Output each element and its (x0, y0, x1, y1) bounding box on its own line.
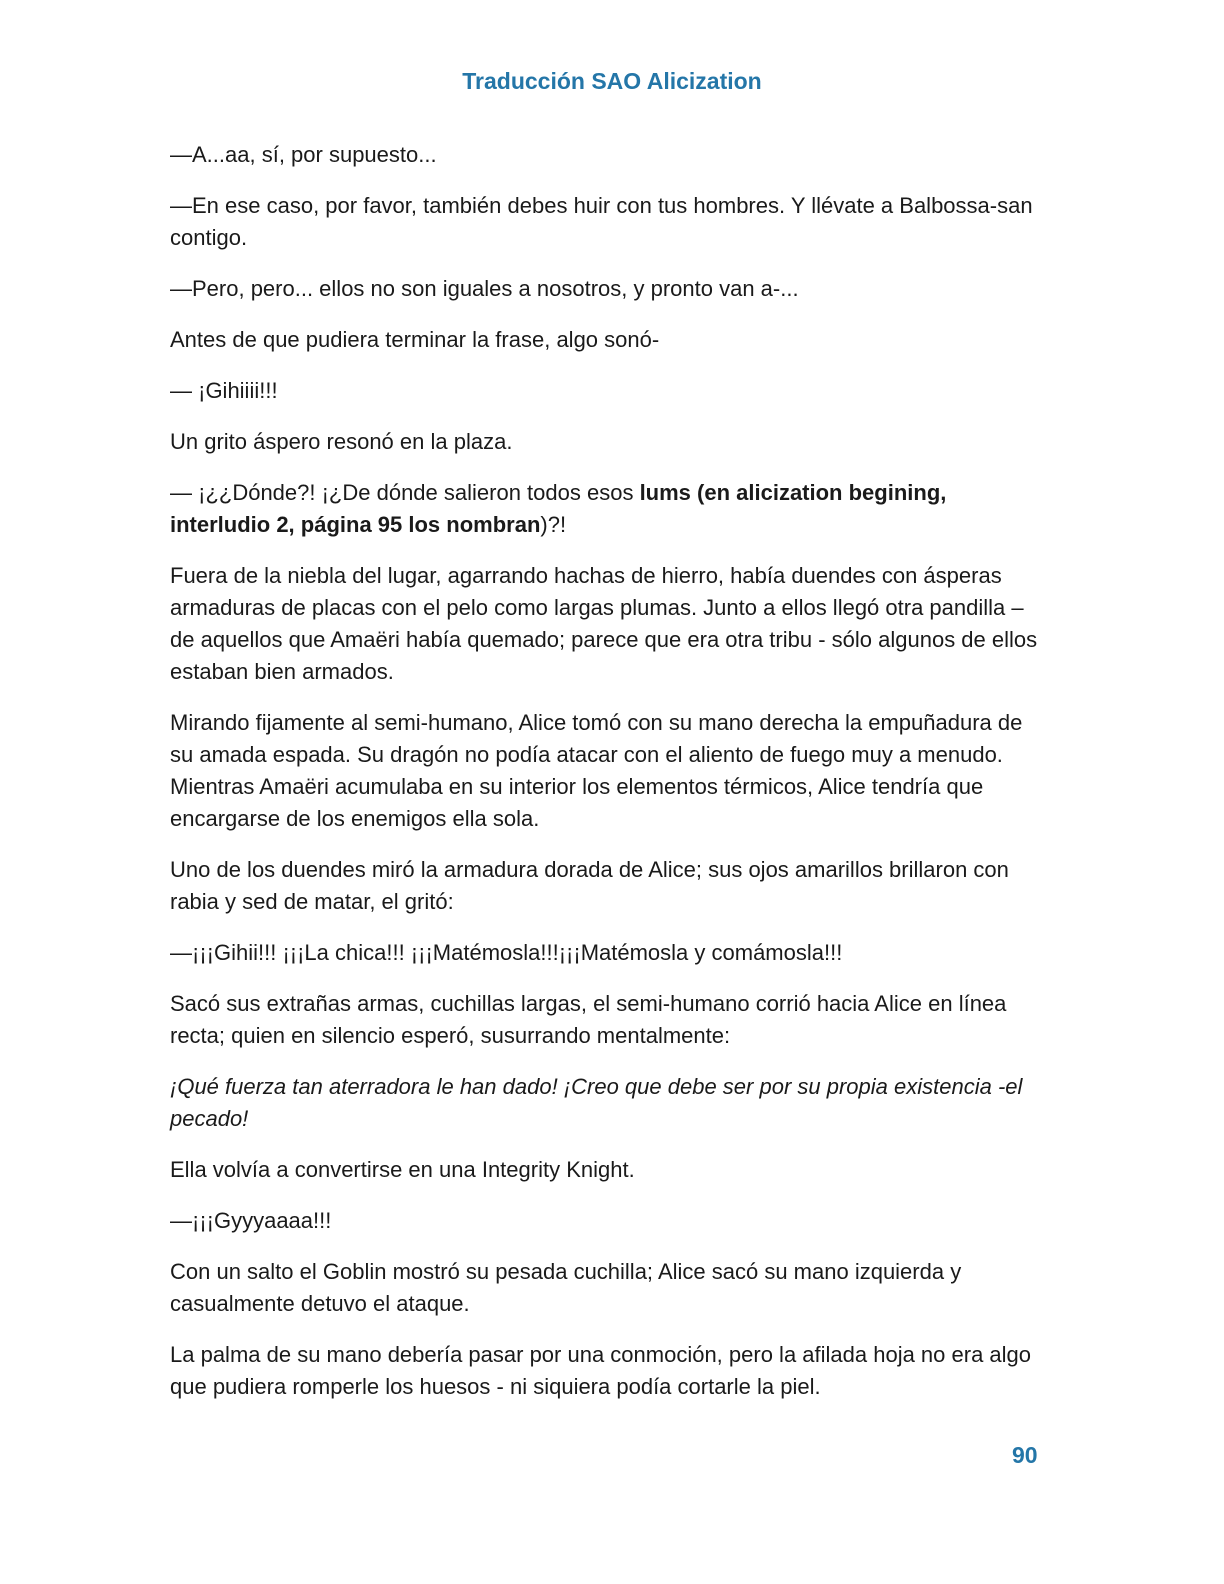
paragraph: Un grito áspero resonó en la plaza. (170, 429, 513, 454)
paragraph: —¡¡¡Gihii!!! ¡¡¡La chica!!! ¡¡¡Matémosla!!!¡¡¡Matémosla y comámosla!!! (170, 940, 843, 965)
paragraph: —Pero, pero... ellos no son iguales a nosotros, y pronto van a-... (170, 276, 799, 301)
paragraph: La palma de su mano debería pasar por una conmoción, pero la afilada hoja no era algo que pudiera romperle los huesos - ni siquiera podía cortarle la piel. (170, 1342, 1032, 1399)
paragraph-text: )?! (540, 512, 567, 537)
body-text (170, 139, 1050, 1422)
paragraph: Con un salto el Goblin mostró su pesada cuchilla; Alice sacó su mano izquierda y casualmente detuvo el ataque. (170, 1259, 962, 1316)
paragraph: —A...aa, sí, por supuesto... (170, 142, 437, 167)
paragraph-text: — ¡¿¿Dónde?! ¡¿De dónde salieron todos esos (170, 480, 640, 505)
paragraph: Sacó sus extrañas armas, cuchillas largas, el semi-humano corrió hacia Alice en línea recta; quien en silencio esperó, susurrando mentalmente: (170, 991, 1007, 1048)
page-header-title: Traducción SAO Alicization (462, 68, 762, 94)
italic-thought: ¡Qué fuerza tan aterradora le han dado! ¡Creo que debe ser por su propia existencia -el pecado! (170, 1074, 1023, 1131)
paragraph: Uno de los duendes miró la armadura dorada de Alice; sus ojos amarillos brillaron con rabia y sed de matar, el gritó: (170, 857, 1009, 914)
paragraph: Antes de que pudiera terminar la frase, algo sonó- (170, 327, 660, 352)
paragraph: Mirando fijamente al semi-humano, Alice tomó con su mano derecha la empuñadura de su amada espada. Su dragón no podía atacar con el aliento de fuego muy a menudo. Mientras Amaëri acumulaba en su interior los elementos térmicos, Alice tendría que encargarse de los enemigos ella sola. (170, 710, 1023, 831)
bold-note: lums (en alicization begining, interludio 2, página 95 los nombran (170, 480, 947, 537)
paragraph-with-bold (170, 477, 1050, 541)
paragraph: — ¡Gihiiii!!! (170, 378, 278, 403)
paragraph: Fuera de la niebla del lugar, agarrando hachas de hierro, había duendes con ásperas armaduras de placas con el pelo como largas plumas. Junto a ellos llegó otra pandilla – de aquellos que Amaëri había quemado; parece que era otra tribu - sólo algunos de ellos estaban bien armados. (170, 563, 1038, 684)
paragraph: —¡¡¡Gyyyaaaa!!! (170, 1208, 332, 1233)
paragraph: —En ese caso, por favor, también debes huir con tus hombres. Y llévate a Balbossa-san contigo. (170, 193, 1033, 250)
page-number: 90 (1012, 1442, 1038, 1468)
paragraph: Ella volvía a convertirse en una Integrity Knight. (170, 1157, 635, 1182)
